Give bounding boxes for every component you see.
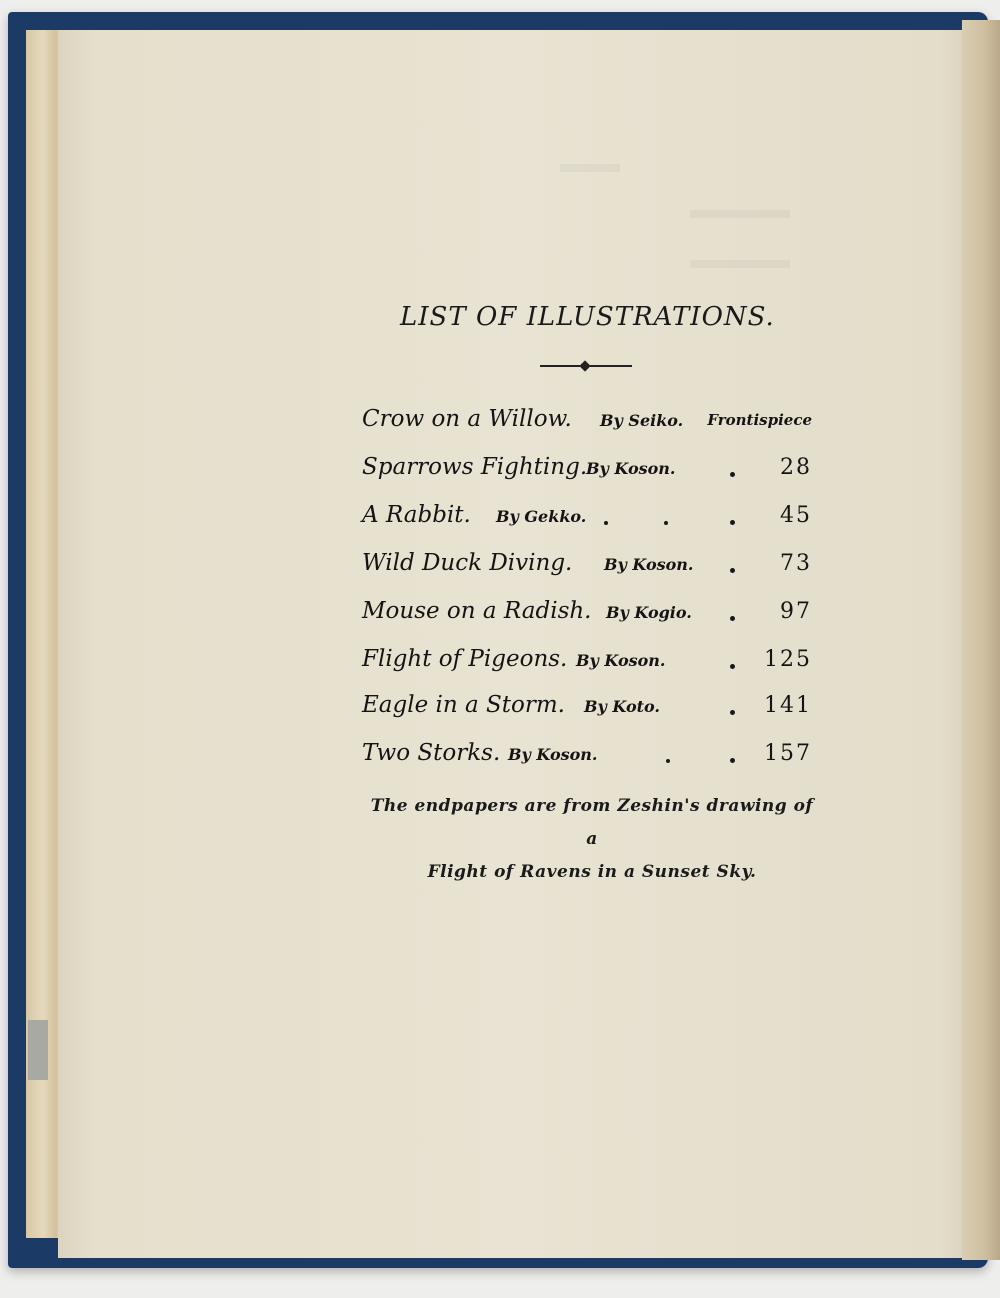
show-through-text (690, 200, 790, 218)
leader-dot (730, 520, 735, 525)
entry-author: By Koson. (508, 745, 598, 764)
entry-page: 157 (764, 741, 812, 766)
leader-dot (604, 521, 608, 525)
illustration-entry (362, 686, 812, 726)
illustration-entry (362, 544, 812, 584)
entry-title: Wild Duck Diving. (362, 550, 573, 576)
facing-page-edge (962, 20, 1000, 1260)
note-line: The endpapers are from Zeshin's drawing of a (370, 796, 814, 849)
illustration-entry (362, 496, 812, 536)
note-line: Flight of Ravens in a Sunset Sky. (427, 862, 757, 882)
show-through-text (690, 250, 790, 268)
leader-dot (730, 568, 735, 573)
entry-author: By Gekko. (496, 507, 587, 526)
leader-dot (666, 759, 670, 763)
entry-author: By Koson. (586, 459, 676, 478)
entry-page: 28 (780, 455, 812, 480)
entry-author: By Seiko. (600, 411, 684, 430)
entry-author: By Koto. (584, 697, 660, 716)
illustration-entry (362, 734, 812, 774)
entry-author: By Kogio. (606, 603, 692, 622)
entry-title: Crow on a Willow. (362, 406, 572, 432)
illustration-entry (362, 400, 812, 440)
ornament-divider (540, 359, 632, 373)
leader-dot (730, 758, 735, 763)
entry-title: Mouse on a Radish. (362, 598, 592, 624)
entry-title: Sparrows Fighting. (362, 454, 588, 480)
entry-page: 125 (764, 647, 812, 672)
leader-dot (664, 521, 668, 525)
entry-page: 73 (780, 551, 812, 576)
entry-page: 97 (780, 599, 812, 624)
illustration-entry (362, 592, 812, 632)
entry-title: Eagle in a Storm. (362, 692, 565, 718)
leader-dot (730, 664, 735, 669)
entry-author: By Koson. (604, 555, 694, 574)
endpapers-note (362, 790, 822, 889)
leader-dot (730, 472, 735, 477)
page-title: LIST OF ILLUSTRATIONS. (400, 302, 775, 332)
illustration-entry (362, 448, 812, 488)
entry-title: A Rabbit. (362, 502, 471, 528)
entry-author: By Koson. (576, 651, 666, 670)
spine-tab (28, 1020, 48, 1080)
entry-page: Frontispiece (707, 411, 812, 429)
show-through-text (560, 150, 620, 172)
illustration-entry (362, 640, 812, 680)
entry-title: Flight of Pigeons. (362, 646, 568, 672)
entry-page: 45 (780, 503, 812, 528)
entry-page: 141 (764, 693, 812, 718)
entry-title: Two Storks. (362, 740, 501, 766)
leader-dot (730, 710, 735, 715)
leader-dot (730, 616, 735, 621)
